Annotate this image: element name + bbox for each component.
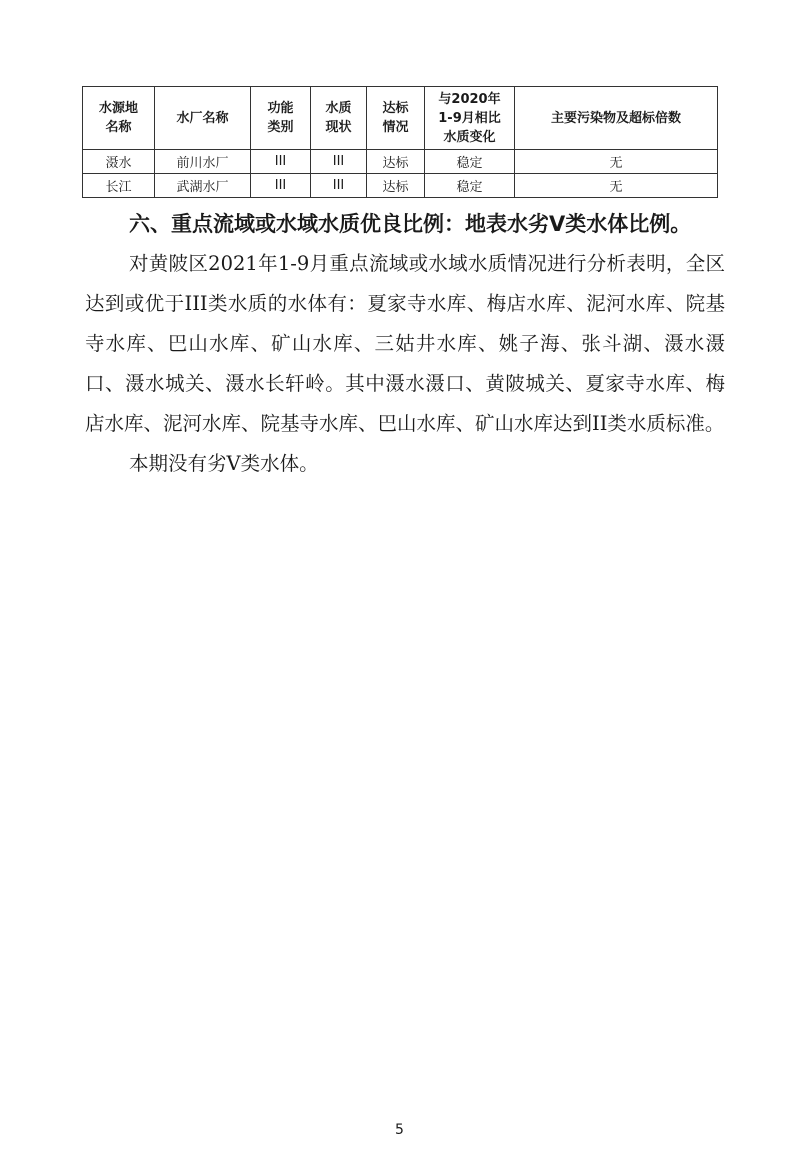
cell-source: 长江 — [83, 174, 155, 198]
cell-compliance: 达标 — [367, 150, 425, 174]
cell-pollutants: 无 — [515, 174, 718, 198]
water-source-quality-table — [82, 86, 718, 198]
cell-status: III — [311, 150, 367, 174]
cell-change: 稳定 — [425, 174, 515, 198]
table-row — [83, 174, 718, 198]
page-number: 5 — [395, 1122, 404, 1138]
analysis-paragraph: 对黄陂区2021年1-9月重点流域或水域水质情况进行分析表明，全区达到或优于III类水质的水体有：夏家寺水库、梅店水库、泥河水库、院基寺水库、巴山水库、矿山水库、三姑井水库、姚子海、张斗湖、滠水滠口、滠水城关、滠水长轩岭。其中滠水滠口、黄陂城关、夏家寺水库、梅店水库、泥河水库、院基寺水库、巴山水库、矿山水库达到II类水质标准。 — [85, 252, 725, 435]
cell-status: III — [311, 174, 367, 198]
header-quality-change: 与2020年 1-9月相比 水质变化 — [425, 87, 515, 150]
cell-source: 滠水 — [83, 150, 155, 174]
section-heading: 六、重点流域或水域水质优良比例：地表水劣Ⅴ类水体比例。 — [129, 212, 692, 236]
cell-category: III — [251, 150, 311, 174]
header-water-quality-status: 水质 现状 — [311, 87, 367, 150]
conclusion-paragraph: 本期没有劣Ⅴ类水体。 — [129, 452, 319, 475]
header-water-plant-name: 水厂名称 — [155, 87, 251, 150]
water-quality-table-container — [82, 86, 717, 198]
cell-compliance: 达标 — [367, 174, 425, 198]
header-main-pollutants: 主要污染物及超标倍数 — [515, 87, 718, 150]
cell-category: III — [251, 174, 311, 198]
cell-plant: 前川水厂 — [155, 150, 251, 174]
table-row — [83, 150, 718, 174]
cell-pollutants: 无 — [515, 150, 718, 174]
cell-change: 稳定 — [425, 150, 515, 174]
cell-plant: 武湖水厂 — [155, 174, 251, 198]
section-content — [85, 204, 725, 484]
header-compliance-status: 达标 情况 — [367, 87, 425, 150]
header-function-category: 功能 类别 — [251, 87, 311, 150]
header-water-source-name: 水源地 名称 — [83, 87, 155, 150]
table-header-row — [83, 87, 718, 150]
